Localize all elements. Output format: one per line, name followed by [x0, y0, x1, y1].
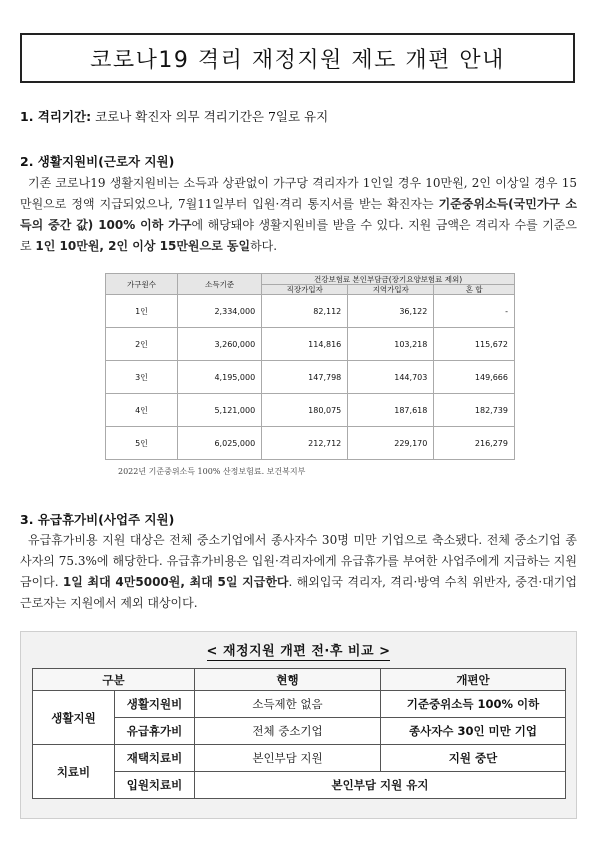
section3-text-1: 유급휴가비용 지원 대상은 전체 중소기업에서 종사자수 30명 미만 기업으로 축소됐다. 전체 중소기업 종사자의 75.3%에 해당한다. 유급휴가비용은 입원·격리자에게 유급휴가를 부여한 사업주에게 지급하는 지원금이다.: [20, 533, 577, 589]
col-mixed: 혼 합: [434, 285, 515, 295]
col-insurance-group: 건강보험료 본인부담금(장기요양보험료 제외): [262, 274, 515, 285]
col-category: 구분: [33, 669, 195, 691]
cell-employee: 114,816: [262, 328, 348, 361]
cell-regional: 229,170: [348, 427, 434, 460]
col-employee: 직장가입자: [262, 285, 348, 295]
col-household: 가구원수: [106, 274, 178, 295]
cell-mixed: -: [434, 295, 515, 328]
section2-paragraph: [20, 173, 577, 257]
row-label: 재택치료비: [115, 745, 195, 772]
cell-employee: 180,075: [262, 394, 348, 427]
section1-text: 코로나 확진자 의무 격리기간은 7일로 유지: [91, 109, 329, 124]
section2-bold-1: 기준중위소득(국민가구 소득의 중간 값) 100% 이하 가구: [20, 197, 577, 232]
section1-heading: 1. 격리기간:: [20, 109, 92, 124]
cell-mixed: 182,739: [434, 394, 515, 427]
section3-text-2: . 해외입국 격리자, 격리·방역 수칙 위반자, 중견·대기업 근로자는 지원에서 제외 대상이다.: [20, 575, 577, 610]
section3-heading: [20, 510, 174, 528]
comparison-title: [21, 640, 576, 659]
section2-bold-2: 1인 10만원, 2인 이상 15만원으로 동일: [35, 239, 251, 253]
col-income: 소득기준: [178, 274, 262, 295]
cell-regional: 187,618: [348, 394, 434, 427]
row-label: 생활지원비: [115, 691, 195, 718]
comparison-title-text: < 재정지원 개편 전·후 비교 >: [206, 644, 391, 659]
cell-income: 3,260,000: [178, 328, 262, 361]
cell-employee: 147,798: [262, 361, 348, 394]
section2-heading-text: 2. 생활지원비(근로자 지원): [20, 154, 175, 169]
cell-revised: 지원 중단: [381, 745, 566, 772]
cell-current: 본인부담 지원: [195, 745, 381, 772]
col-regional: 지역가입자: [348, 285, 434, 295]
cell-mixed: 149,666: [434, 361, 515, 394]
title-box: [20, 33, 575, 83]
cell-current: 소득제한 없음: [195, 691, 381, 718]
cell-household: 2인: [106, 328, 178, 361]
cell-household: 3인: [106, 361, 178, 394]
group-living: 생활지원: [33, 691, 115, 745]
cell-merged: 본인부담 지원 유지: [195, 772, 566, 799]
row-label: 입원치료비: [115, 772, 195, 799]
row-label: 유급휴가비: [115, 718, 195, 745]
cell-income: 6,025,000: [178, 427, 262, 460]
cell-employee: 212,712: [262, 427, 348, 460]
cell-current: 전체 중소기업: [195, 718, 381, 745]
section3-bold-1: 1일 최대 4만5000원, 최대 5일 지급한다: [62, 575, 289, 589]
income-table: [105, 273, 515, 460]
cell-mixed: 216,279: [434, 427, 515, 460]
table-row: [33, 745, 566, 772]
cell-income: 4,195,000: [178, 361, 262, 394]
cell-regional: 144,703: [348, 361, 434, 394]
cell-household: 5인: [106, 427, 178, 460]
cell-income: 5,121,000: [178, 394, 262, 427]
section2-text-1: 기존 코로나19 생활지원비는 소득과 상관없이 가구당 격리자가 1인일 경우 10만원, 2인 이상일 경우 15만원으로 정액 지급되었으나, 7월11일부터 입원·격리 통지서를 받는 확진자는: [20, 176, 577, 211]
cell-revised: 종사자수 30인 미만 기업: [381, 718, 566, 745]
col-revised: 개편안: [381, 669, 566, 691]
table-row: [106, 427, 515, 460]
comparison-table: [32, 668, 566, 799]
section2-text-2: 에 해당돼야 생활지원비를 받을 수 있다. 지원 금액은 격리자 수를 기준으로: [20, 218, 577, 253]
cell-employee: 82,112: [262, 295, 348, 328]
table-row: [106, 361, 515, 394]
group-treatment: 치료비: [33, 745, 115, 799]
col-current: 현행: [195, 669, 381, 691]
comparison-box: [20, 631, 577, 819]
section3-heading-text: 3. 유급휴가비(사업주 지원): [20, 512, 175, 527]
cell-household: 4인: [106, 394, 178, 427]
section2-text-3: 하다.: [250, 239, 278, 253]
table-source-note: 2022년 기준중위소득 100% 산정보험료. 보건복지부: [118, 467, 306, 476]
table-row: [33, 691, 566, 718]
cell-mixed: 115,672: [434, 328, 515, 361]
cell-revised: 기준중위소득 100% 이하: [381, 691, 566, 718]
table-row: [106, 394, 515, 427]
cell-income: 2,334,000: [178, 295, 262, 328]
section2-heading: [20, 152, 174, 170]
table-row: [106, 295, 515, 328]
cell-regional: 36,122: [348, 295, 434, 328]
table-row: [106, 328, 515, 361]
cell-regional: 103,218: [348, 328, 434, 361]
cell-household: 1인: [106, 295, 178, 328]
section3-paragraph: [20, 530, 577, 614]
section1: [20, 107, 328, 125]
page-title: 코로나19 격리 재정지원 제도 개편 안내: [90, 47, 505, 73]
income-table-wrapper: [105, 273, 515, 459]
